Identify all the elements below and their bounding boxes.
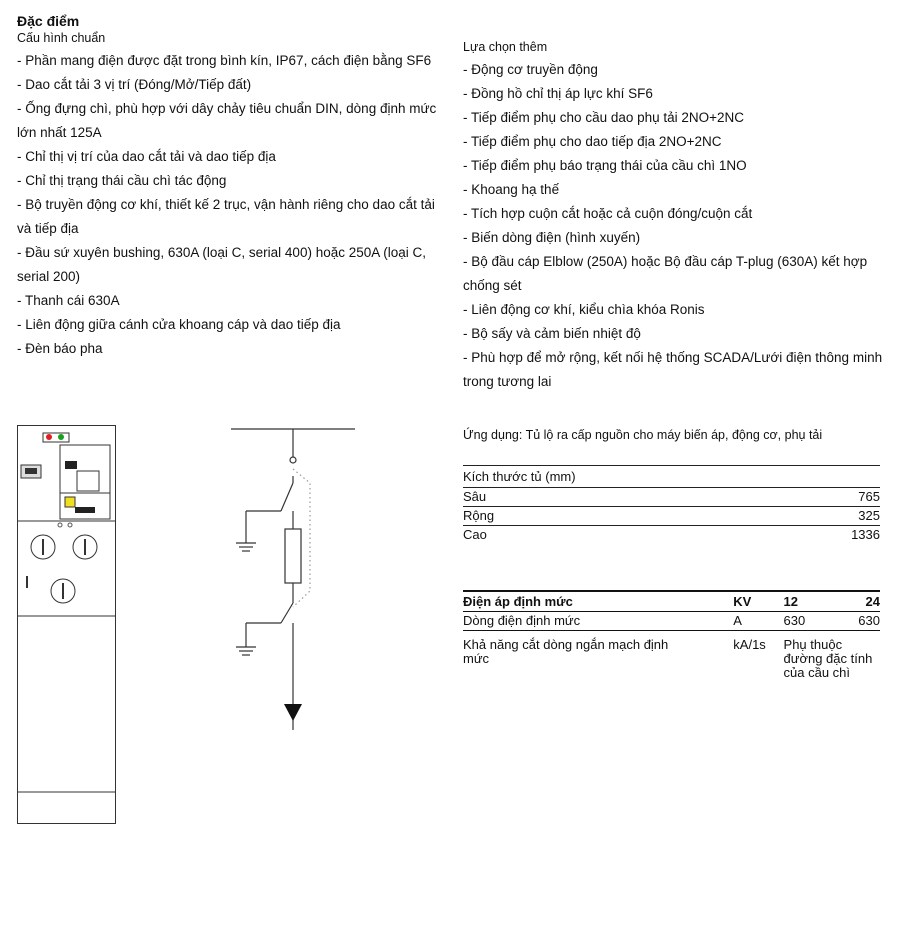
spec-header-unit: KV <box>733 591 783 612</box>
table-row <box>463 612 880 631</box>
list-item: - Dao cắt tải 3 vị trí (Đóng/Mở/Tiếp đất) <box>17 77 252 92</box>
dimension-label: Sâu <box>463 488 679 507</box>
list-item: - Đầu sứ xuyên bushing, 630A (loại C, serial 400) hoặc 250A (loại C, serial 200) <box>17 245 427 284</box>
list-item: - Bộ truyền động cơ khí, thiết kế 2 trục, vận hành riêng cho dao cắt tải và tiếp địa <box>17 197 435 236</box>
ratings-table <box>463 590 880 682</box>
spec-value: Phụ thuộc đường đặc tính của cầu chì <box>783 637 873 680</box>
dimension-value: 765 <box>679 488 880 507</box>
list-item: - Tiếp điểm phụ báo trạng thái của cầu chì 1NO <box>463 158 747 173</box>
earthing-switch-blade <box>281 603 293 623</box>
mimic-bar-icon <box>25 468 37 474</box>
list-item: - Bộ đầu cáp Elblow (250A) hoặc Bộ đầu cáp T-plug (630A) kết hợp chống sét <box>463 254 868 293</box>
spec-header-label: Điện áp định mức <box>463 591 733 612</box>
list-item: - Đèn báo pha <box>17 341 103 356</box>
spec-value: 630 <box>858 612 880 631</box>
dimension-label: Rộng <box>463 507 679 526</box>
application-text: Ứng dụng: Tủ lộ ra cấp nguồn cho máy biến áp, động cơ, phụ tải <box>463 428 823 442</box>
standard-config-subtitle: Cấu hình chuẩn <box>17 31 106 45</box>
isolator-contact-icon <box>290 457 296 463</box>
spec-value: 630 <box>784 612 859 631</box>
dimensions-table <box>463 465 880 544</box>
standard-config-section <box>17 14 447 361</box>
panel-outline <box>18 426 116 824</box>
options-section <box>463 38 883 394</box>
list-item: - Biến dòng điện (hình xuyến) <box>463 230 641 245</box>
list-item: - Liên động cơ khí, kiểu chìa khóa Ronis <box>463 302 705 317</box>
list-item: - Đồng hồ chỉ thị áp lực khí SF6 <box>463 86 653 101</box>
options-list <box>463 58 883 394</box>
table-row <box>463 466 880 488</box>
cable-termination-arrow-icon <box>284 704 302 721</box>
green-lamp-icon <box>58 434 64 440</box>
spec-header-24kv: 24 <box>858 591 880 612</box>
dimensions-header: Kích thước tủ (mm) <box>463 466 880 488</box>
options-subtitle: Lựa chọn thêm <box>463 40 548 54</box>
list-item: - Bộ sấy và cảm biến nhiệt độ <box>463 326 641 341</box>
list-item: - Phù hợp để mở rộng, kết nối hệ thống SCADA/Lưới điện thông minh trong tương lai <box>463 350 883 389</box>
list-item: - Thanh cái 630A <box>17 293 120 308</box>
list-item: - Phần mang điện được đặt trong bình kín, IP67, cách điện bằng SF6 <box>17 53 432 68</box>
switchgear-panel-drawing <box>17 425 117 825</box>
dimension-value: 1336 <box>851 527 880 542</box>
list-item: - Liên động giữa cánh cửa khoang cáp và dao tiếp địa <box>17 317 341 332</box>
load-break-switch-blade <box>281 483 293 511</box>
red-lamp-icon <box>46 434 52 440</box>
spec-label: Dòng điện định mức <box>463 612 733 631</box>
features-title: Đặc điểm <box>17 13 80 29</box>
spec-header-12kv: 12 <box>784 591 859 612</box>
table-row <box>463 507 880 526</box>
fuse-symbol-icon <box>285 529 301 583</box>
switch-indicator-icon <box>65 461 77 469</box>
fuse-indicator-icon <box>65 497 75 507</box>
table-row <box>463 631 880 683</box>
list-item: - Chỉ thị trạng thái cầu chì tác động <box>17 173 227 188</box>
standard-features-list <box>17 49 447 361</box>
list-item: - Khoang hạ thế <box>463 182 560 197</box>
list-item: - Ống đựng chì, phù hợp với dây chảy tiêu chuẩn DIN, dòng định mức lớn nhất 125A <box>17 101 437 140</box>
list-item: - Tích hợp cuộn cắt hoặc cả cuộn đóng/cuộn cắt <box>463 206 753 221</box>
spec-unit: A <box>733 612 783 631</box>
list-item: - Tiếp điểm phụ cho cầu dao phụ tải 2NO+2NC <box>463 110 745 125</box>
dimension-label: Cao <box>463 527 487 542</box>
spec-unit: kA/1s <box>733 637 766 652</box>
single-line-diagram <box>218 425 368 735</box>
dimension-value: 325 <box>679 507 880 526</box>
list-item: - Chỉ thị vị trí của dao cắt tải và dao tiếp địa <box>17 149 276 164</box>
table-row <box>463 488 880 507</box>
list-item: - Động cơ truyền động <box>463 62 598 77</box>
list-item: - Tiếp điểm phụ cho dao tiếp địa 2NO+2NC <box>463 134 722 149</box>
spec-label: Khả năng cắt dòng ngắn mạch định mức <box>463 637 669 666</box>
table-row <box>463 526 880 545</box>
table-row <box>463 591 880 612</box>
